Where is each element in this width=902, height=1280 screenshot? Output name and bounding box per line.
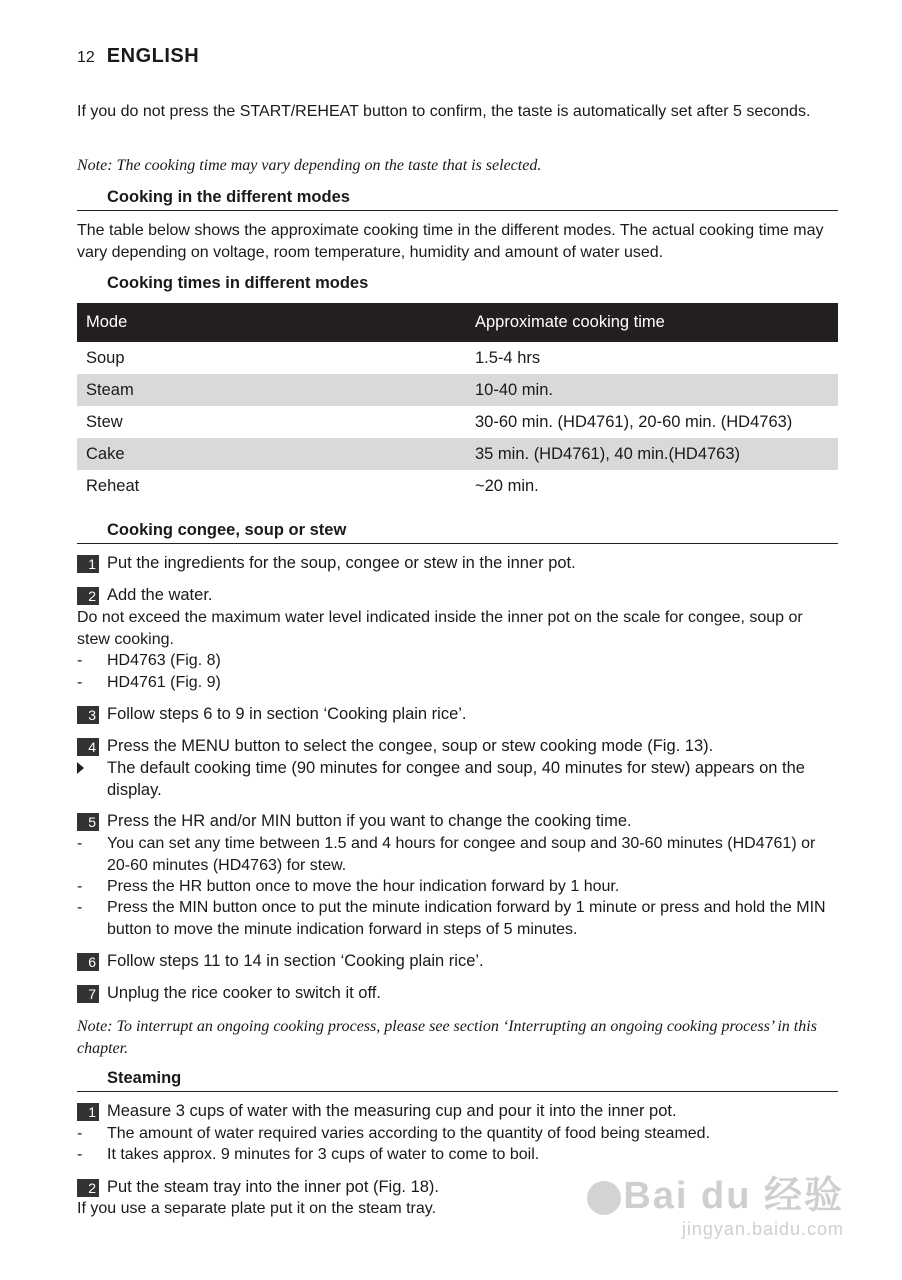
congee-step-4-result <box>77 758 838 801</box>
steaming-step-1-dash-2: - It takes approx. 9 minutes for 3 cups of water to come to boil. <box>77 1144 838 1166</box>
step-number: 2 <box>77 587 99 605</box>
table-row <box>77 438 838 470</box>
step-text: Follow steps 11 to 14 in section ‘Cooking plain rice’. <box>107 952 484 970</box>
table-header-time: Approximate cooking time <box>466 303 838 342</box>
intro-note: Note: The cooking time may vary depending on the taste that is selected. <box>77 157 542 174</box>
congee-step-1 <box>77 553 838 575</box>
step-number: 3 <box>77 706 99 724</box>
steaming-step-1 <box>77 1101 838 1123</box>
language-title: ENGLISH <box>106 45 200 67</box>
step-text: Press the HR and/or MIN button if you want to change the cooking time. <box>107 812 632 830</box>
step-text: Measure 3 cups of water with the measuring cup and pour it into the inner pot. <box>107 1102 677 1120</box>
paw-icon <box>587 1181 621 1215</box>
congee-step-4 <box>77 736 838 758</box>
page-number: 12 <box>77 49 95 66</box>
step-text: Unplug the rice cooker to switch it off. <box>107 984 381 1002</box>
step-text: Add the water. <box>107 586 213 604</box>
congee-step-6 <box>77 951 838 973</box>
step-number: 5 <box>77 813 99 831</box>
table-header-row <box>77 303 838 342</box>
table-cell-time: 30-60 min. (HD4761), 20-60 min. (HD4763) <box>475 412 793 431</box>
step-number: 2 <box>77 1179 99 1197</box>
congee-step-2-dash-2: - HD4761 (Fig. 9) <box>77 672 838 694</box>
congee-step-3 <box>77 704 838 726</box>
table-cell-time: ~20 min. <box>475 476 539 495</box>
intro-text: If you do not press the START/REHEAT button to confirm, the taste is automatically set after 5 seconds. <box>77 103 811 120</box>
step-number: 4 <box>77 738 99 756</box>
baidu-watermark <box>585 1164 844 1240</box>
table-cell-mode: Steam <box>77 374 466 406</box>
table-cell-mode: Reheat <box>86 476 140 495</box>
table-row <box>77 342 838 374</box>
table-cell-mode: Soup <box>86 348 125 367</box>
table-cell-mode: Stew <box>86 412 123 431</box>
congee-step-2 <box>77 585 838 607</box>
result-text: The default cooking time (90 minutes for congee and soup, 40 minutes for stew) appears on the display. <box>107 759 805 799</box>
table-row <box>77 374 838 406</box>
section-title-steaming: Steaming <box>77 1068 838 1092</box>
section-title-modes: Cooking in the different modes <box>77 187 838 211</box>
congee-step-5 <box>77 811 838 833</box>
step-text: Put the steam tray into the inner pot (Fig. 18). <box>107 1178 439 1196</box>
congee-step-5-dash-3: - Press the MIN button once to put the minute indication forward by 1 minute or press and hold the MIN button to move the minute indication forward in steps of 5 minutes. <box>77 897 838 940</box>
step-text: Press the MENU button to select the congee, soup or stew cooking mode (Fig. 13). <box>107 737 714 755</box>
table-row <box>77 406 838 438</box>
watermark-brand: Bai du 经验 <box>585 1164 844 1219</box>
congee-note: Note: To interrupt an ongoing cooking process, please see section ‘Interrupting an ongoing cooking process’ in this chapter. <box>77 1018 817 1057</box>
cooking-times-table <box>77 303 838 502</box>
table-header-mode: Mode <box>77 303 466 342</box>
steaming-step-1-dash-1: - The amount of water required varies according to the quantity of food being steamed. <box>77 1123 838 1145</box>
table-cell-time: 35 min. (HD4761), 40 min.(HD4763) <box>466 438 838 470</box>
table-cell-time: 10-40 min. <box>466 374 838 406</box>
step-number: 6 <box>77 953 99 971</box>
step-number: 1 <box>77 555 99 573</box>
modes-text: The table below shows the approximate cooking time in the different modes. The actual cooking time may vary depending on voltage, room temperature, humidity and amount of water used. <box>77 222 824 261</box>
table-cell-mode: Cake <box>77 438 466 470</box>
result-arrow-icon <box>77 762 84 774</box>
steaming-step-2-text: If you use a separate plate put it on the steam tray. <box>77 1200 437 1217</box>
page-header <box>77 45 199 68</box>
congee-step-2-text: Do not exceed the maximum water level indicated inside the inner pot on the scale for congee, soup or stew cooking. <box>77 609 803 648</box>
watermark-url: jingyan.baidu.com <box>681 1219 844 1239</box>
congee-step-7 <box>77 983 838 1005</box>
congee-step-5-dash-2: - Press the HR button once to move the hour indication forward by 1 hour. <box>77 876 838 898</box>
step-number: 1 <box>77 1103 99 1121</box>
step-text: Follow steps 6 to 9 in section ‘Cooking plain rice’. <box>107 705 467 723</box>
table-cell-time: 1.5-4 hrs <box>475 348 541 367</box>
step-text: Put the ingredients for the soup, congee or stew in the inner pot. <box>107 554 576 572</box>
table-row <box>77 470 838 502</box>
congee-step-5-dash-1: - You can set any time between 1.5 and 4 hours for congee and soup and 30-60 minutes (HD4761) or 20-60 minutes (HD4763) for stew. <box>77 833 838 876</box>
section-title-congee: Cooking congee, soup or stew <box>77 520 838 544</box>
congee-step-2-dash-1: - HD4763 (Fig. 8) <box>77 650 838 672</box>
table-title: Cooking times in different modes <box>107 274 369 292</box>
step-number: 7 <box>77 985 99 1003</box>
